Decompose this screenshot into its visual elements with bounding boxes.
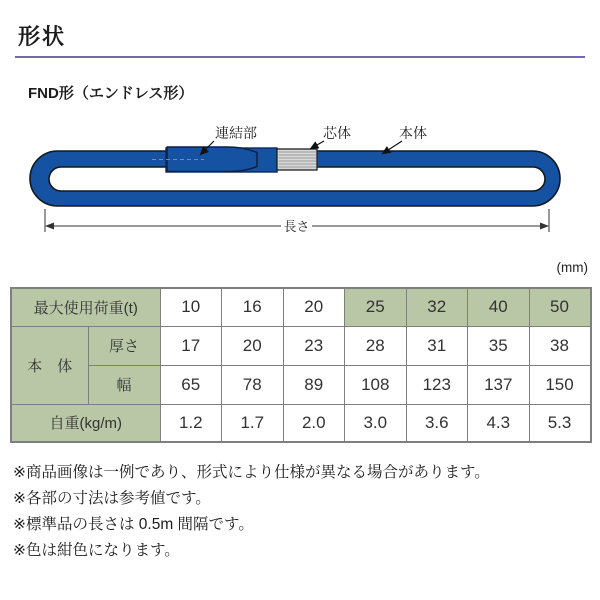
table-row-thickness xyxy=(11,326,591,365)
weight-value: 4.3 xyxy=(468,404,530,442)
weight-value: 2.0 xyxy=(283,404,345,442)
capacity-header-cell: 最大使用荷重(t) xyxy=(11,288,160,326)
capacity-value: 40 xyxy=(468,288,530,326)
width-value: 65 xyxy=(160,365,222,404)
core-part xyxy=(277,149,317,170)
spec-table xyxy=(10,287,592,443)
weight-value: 3.0 xyxy=(345,404,407,442)
width-value: 78 xyxy=(222,365,284,404)
footnote-line: ※商品画像は一例であり、形式により仕様が異なる場合があります。 xyxy=(13,464,490,481)
capacity-value: 20 xyxy=(283,288,345,326)
width-value: 108 xyxy=(345,365,407,404)
unit-note: (mm) xyxy=(556,260,588,275)
model-subtitle: FND形（エンドレス形） xyxy=(28,85,194,102)
core-label: 芯体 xyxy=(323,125,351,141)
weight-value: 1.2 xyxy=(160,404,222,442)
table-row-weight xyxy=(11,404,591,442)
spec-table-wrap xyxy=(10,287,592,443)
capacity-value: 32 xyxy=(406,288,468,326)
thickness-value: 28 xyxy=(345,326,407,365)
footnote-line: ※各部の寸法は参考値です。 xyxy=(13,490,211,507)
footnote-line: ※色は紺色になります。 xyxy=(13,542,180,559)
core-leader-arrow xyxy=(310,141,324,149)
dimension-arrow-left xyxy=(45,223,54,230)
thickness-value: 31 xyxy=(406,326,468,365)
thickness-label-cell: 厚さ xyxy=(88,326,160,365)
dimension-arrow-right xyxy=(540,223,549,230)
capacity-value: 25 xyxy=(345,288,407,326)
body-group-cell: 本 体 xyxy=(11,326,88,404)
width-value: 89 xyxy=(283,365,345,404)
page-title: 形状 xyxy=(18,24,67,49)
capacity-value: 10 xyxy=(160,288,222,326)
capacity-value: 16 xyxy=(222,288,284,326)
thickness-value: 20 xyxy=(222,326,284,365)
thickness-value: 38 xyxy=(529,326,591,365)
table-row-width xyxy=(11,365,591,404)
weight-value: 1.7 xyxy=(222,404,284,442)
weight-value: 5.3 xyxy=(529,404,591,442)
width-value: 137 xyxy=(468,365,530,404)
body-label: 本体 xyxy=(399,125,427,141)
width-value: 123 xyxy=(406,365,468,404)
width-value: 150 xyxy=(529,365,591,404)
length-label: 長さ xyxy=(283,219,310,234)
width-label-cell: 幅 xyxy=(88,365,160,404)
weight-label-cell: 自重(kg/m) xyxy=(11,404,160,442)
footnotes xyxy=(13,460,490,564)
connector-label: 連結部 xyxy=(215,125,257,141)
capacity-value: 50 xyxy=(529,288,591,326)
thickness-value: 35 xyxy=(468,326,530,365)
title-underline xyxy=(15,56,585,58)
table-row-capacity xyxy=(11,288,591,326)
thickness-value: 23 xyxy=(283,326,345,365)
footnote-line: ※標準品の長さは 0.5m 間隔です。 xyxy=(13,516,254,533)
sling-diagram xyxy=(0,110,600,250)
weight-value: 3.6 xyxy=(406,404,468,442)
thickness-value: 17 xyxy=(160,326,222,365)
